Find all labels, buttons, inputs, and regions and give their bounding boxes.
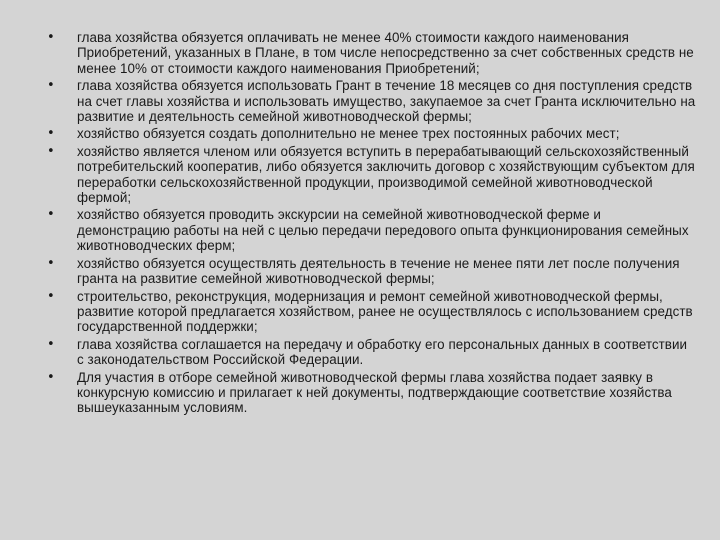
list-item	[47, 289, 697, 335]
bullet-icon: •	[47, 288, 55, 304]
list-item	[47, 30, 697, 76]
list-item-text: хозяйство является членом или обязуется вступить в перерабатывающий сельскохозяйственный потребительский кооператив, либо обязуется заключить договор с хозяйствующим субъектом для переработки сельскохозяйственной продукции, производимой семейной животноводческой фермой;	[77, 143, 695, 206]
list-item-text: глава хозяйства обязуется использовать Грант в течение 18 месяцев со дня поступления средств на счет главы хозяйства и использовать имущество, закупаемое за счет Гранта исключительно на развитие и деятельность семейной животноводческой фермы;	[77, 78, 696, 125]
list-item-text: строительство, реконструкция, модернизация и ремонт семейной животноводческой фермы, развитие которой предлагается хозяйством, ранее не осуществлялось с использованием средств государственной поддержки;	[77, 288, 693, 335]
list-item	[47, 256, 697, 287]
list-item	[47, 126, 697, 141]
bullet-icon: •	[47, 126, 55, 142]
list-item	[47, 207, 697, 253]
list-item	[47, 337, 697, 368]
list-item	[47, 370, 697, 416]
list-item-text: глава хозяйства обязуется оплачивать не менее 40% стоимости каждого наименования Приобретений, указанных в Плане, в том числе непосредственно за счет собственных средств не менее 10% от стоимости каждого наименования Приобретений;	[77, 30, 694, 76]
list-item	[47, 78, 697, 124]
list-item	[47, 144, 697, 206]
list-item-text: хозяйство обязуется создать дополнительно не менее трех постоянных рабочих мест;	[77, 126, 620, 142]
list-item-text: хозяйство обязуется осуществлять деятельность в течение не менее пяти лет после получения гранта на развитие семейной животноводческой фермы;	[77, 255, 680, 287]
bullet-icon: •	[47, 336, 55, 352]
bullet-icon: •	[47, 78, 55, 94]
list-item-text: глава хозяйства соглашается на передачу и обработку его персональных данных в соответствии с законодательством Российской Федерации.	[77, 336, 688, 368]
bullet-icon: •	[47, 369, 55, 385]
bullet-list	[47, 30, 697, 418]
list-item-text: хозяйство обязуется проводить экскурсии на семейной животноводческой ферме и демонстрацию работы на ней с целью передачи передового опыта функционирования семейных животноводческих ферм;	[77, 207, 689, 254]
bullet-icon: •	[47, 255, 55, 271]
bullet-icon: •	[47, 30, 55, 45]
bullet-icon: •	[47, 207, 55, 223]
list-item-text: Для участия в отборе семейной животноводческой фермы глава хозяйства подает заявку в конкурсную комиссию и прилагает к ней документы, подтверждающие соответствие хозяйства вышеуказанным условиям.	[77, 369, 672, 416]
bullet-icon: •	[47, 143, 55, 159]
